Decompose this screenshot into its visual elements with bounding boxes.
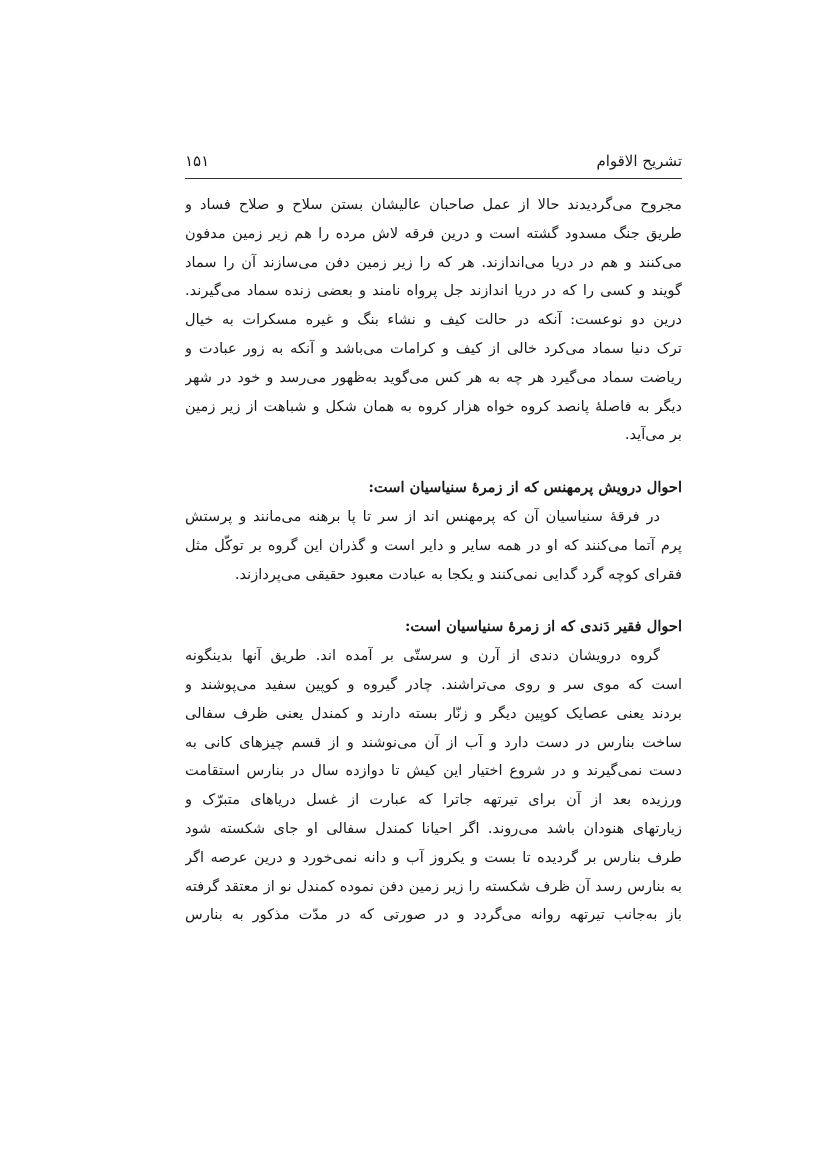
text-line: گویند و کسی را که در دریا اندازند جل پرواه نامند و بعضی زنده سماد می‌گیرند. [185,282,682,300]
text-line: بر می‌آید. [624,426,682,444]
header-rule [185,178,682,179]
text-line: باز به‌جانب تیرتهه روانه می‌گردد و در صورتی که در مدّت مذکور به بنارس [185,906,682,924]
text-line: پرم آتما می‌کنند که او در همه سایر و دایر است و گذران این گروه بر توکّل مثل [185,536,682,554]
section-gap [185,450,682,474]
text-line: ورزیده بعد از آن برای تیرتهه جاترا که عبارت از غسل دریاهای متبرّک و [185,791,682,809]
paragraph-samad [185,191,682,450]
text-line: است که موی سر و روی می‌تراشند. چادر گیروه و کوپین سفید می‌پوشند و [185,675,682,693]
text-line: زیارتهای هنودان باشد می‌روند. اگر احیانا کمندل سفالی او جای شکسته شود [185,819,682,837]
text-line: دست نمی‌گیرند و در شروع اختیار این کیش تا دوازده سال در بنارس استقامت [185,762,682,780]
text-line: دیگر به فاصلهٔ پانصد کروه خواه هزار کروه به همان شکل و شباهت از زیر زمین [185,397,682,415]
text-line: مجروح می‌گردیدند حالا از عمل صاحبان عالیشان بستن سلاح و صلاح فساد و [185,196,682,213]
text-line: گروه درویشان دندی از آرن و سرستّی بر آمده اند. طریق آنها بدینگونه [185,647,660,665]
text-line: طریق جنگ مسدود گشته است و درین فرقه لاش مرده را هم زیر زمین مدفون [185,224,682,242]
section-paramhans [185,474,682,589]
running-head [185,148,682,174]
text-line: در فرقهٔ سنیاسیان آن که پرمهنس اند از سر تا پا برهنه می‌مانند و پرستش [185,507,660,525]
section-gap [185,589,682,613]
page-number: ۱۵۱ [185,152,210,170]
section-heading: احوال درویش پرمهنس که از زمرهٔ سنیاسیان است: [368,479,682,497]
text-line: ریاضت سماد می‌گیرد هر چه به هر کس می‌گوید به‌ظهور می‌رسد و خود در شهر [185,368,682,386]
text-line: بردند یعنی عصایک کوپین دیگر و زنّار بسته دارند و کمندل یعنی ظرف سفالی [185,704,682,722]
text-line: طرف بنارس بر گردیده تا بست و یکروز آب و دانه نمی‌خورد و درین عرصه اگر [185,848,682,866]
book-title: تشریح الاقوام [596,152,682,170]
text-line: ترک دنیا سماد می‌کرد خالی از کیف و کرامات می‌باشد و آنکه به زور عبادت و [185,339,682,357]
text-line: می‌کنند و هم در دریا می‌اندازند. هر که را زیر زمین دفن می‌سازند آن را سماد [185,253,682,271]
body-text [185,191,682,930]
section-dandi [185,613,682,930]
text-line: درین دو نوعست: آنکه در حالت کیف و نشاء بنگ و غیره مسکرات به خیال [185,311,682,329]
text-line: فقرای کوچه گرد گدایی نمی‌کنند و یکجا به عبادت معبود حقیقی می‌پردازند. [234,565,682,583]
text-line: ساخت بنارس در دست دارد و آب از آن می‌نوشند و از قسم چیزهای کانی به [185,733,682,751]
text-line: به بنارس رسد آن ظرف شکسته را زیر زمین دفن نموده کمندل نو از معتقد گرفته [185,877,682,895]
section-heading: احوال فقیر دَندی که از زمرهٔ سنیاسیان است: [404,618,682,636]
